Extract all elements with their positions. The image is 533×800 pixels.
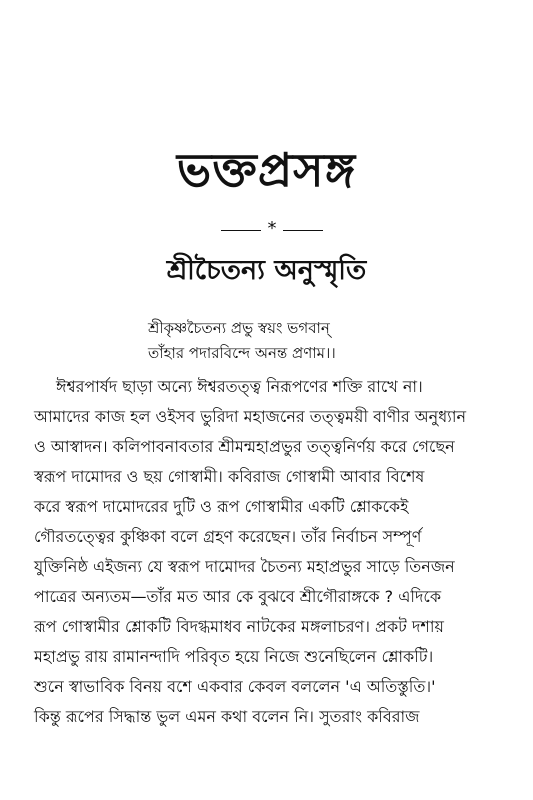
divider-line-right (283, 230, 323, 231)
body-line: স্বরূপ দামোদর ও ছয় গোস্বামী। কবিরাজ গোস্বামী আবার বিশেষ (34, 467, 425, 486)
divider-line-left (221, 230, 261, 231)
verse-line-2: তাঁহার পদারবিন্দে অনন্ত প্রণাম।। (148, 344, 336, 362)
section-divider (0, 219, 533, 241)
body-line: যুক্তিনিষ্ঠ এইজন্য যে স্বরূপ দামোদর চৈতন্য মহাপ্রভুর সাড়ে তিনজন (34, 557, 455, 576)
body-line: শুনে স্বাভাবিক বিনয় বশে একবার কেবল বললেন 'এ অতিস্তুতি।' (34, 677, 436, 696)
divider-star: * (267, 218, 277, 239)
body-line: মহাপ্রভু রায় রামানন্দাদি পরিবৃত হয়ে নিজে শুনেছিলেন শ্লোকটি। (34, 647, 434, 666)
body-line: পাত্রের অন্যতম—তাঁর মত আর কে বুঝবে শ্রীগৌরাঙ্গকে ? এদিকে (34, 587, 442, 606)
body-line: কিন্তু রূপের সিদ্ধান্ত ভুল এমন কথা বলেন নি। সুতরাং কবিরাজ (34, 707, 420, 726)
body-line: রূপ গোস্বামীর শ্লোকটি বিদগ্ধমাধব নাটকের মঙ্গলাচরণ। প্রকট দশায় (34, 617, 444, 636)
body-line: ও আস্বাদন। কলিপাবনাবতার শ্রীমন্মহাপ্রভুর তত্ত্বনির্ণয় করে গেছেন (34, 437, 455, 456)
body-line: করে স্বরূপ দামোদরের দুটি ও রূপ গোস্বামীর একটি শ্লোককেই (34, 497, 409, 516)
body-paragraph (34, 372, 502, 732)
body-line: ঈশ্বরপার্ষদ ছাড়া অন্যে ঈশ্বরতত্ত্ব নিরূপণের শক্তি রাখে না। (56, 377, 423, 396)
chapter-title: ভক্তপ্রসঙ্গ (176, 143, 357, 197)
body-line: আমাদের কাজ হল ওইসব ভুরিদা মহাজনের তত্ত্বময়ী বাণীর অনুধ্যান (34, 407, 467, 426)
verse-block (0, 316, 533, 366)
verse-line-1: শ্রীকৃষ্ণচৈতন্য প্রভু স্বয়ং ভগবান্ (148, 319, 330, 337)
body-line: গৌরতত্ত্বের কুঞ্চিকা বলে গ্রহণ করেছেন। তাঁর নির্বাচন সম্পূর্ণ (34, 527, 422, 546)
section-subtitle: শ্রীচৈতন্য অনুস্মৃতি (166, 255, 367, 286)
